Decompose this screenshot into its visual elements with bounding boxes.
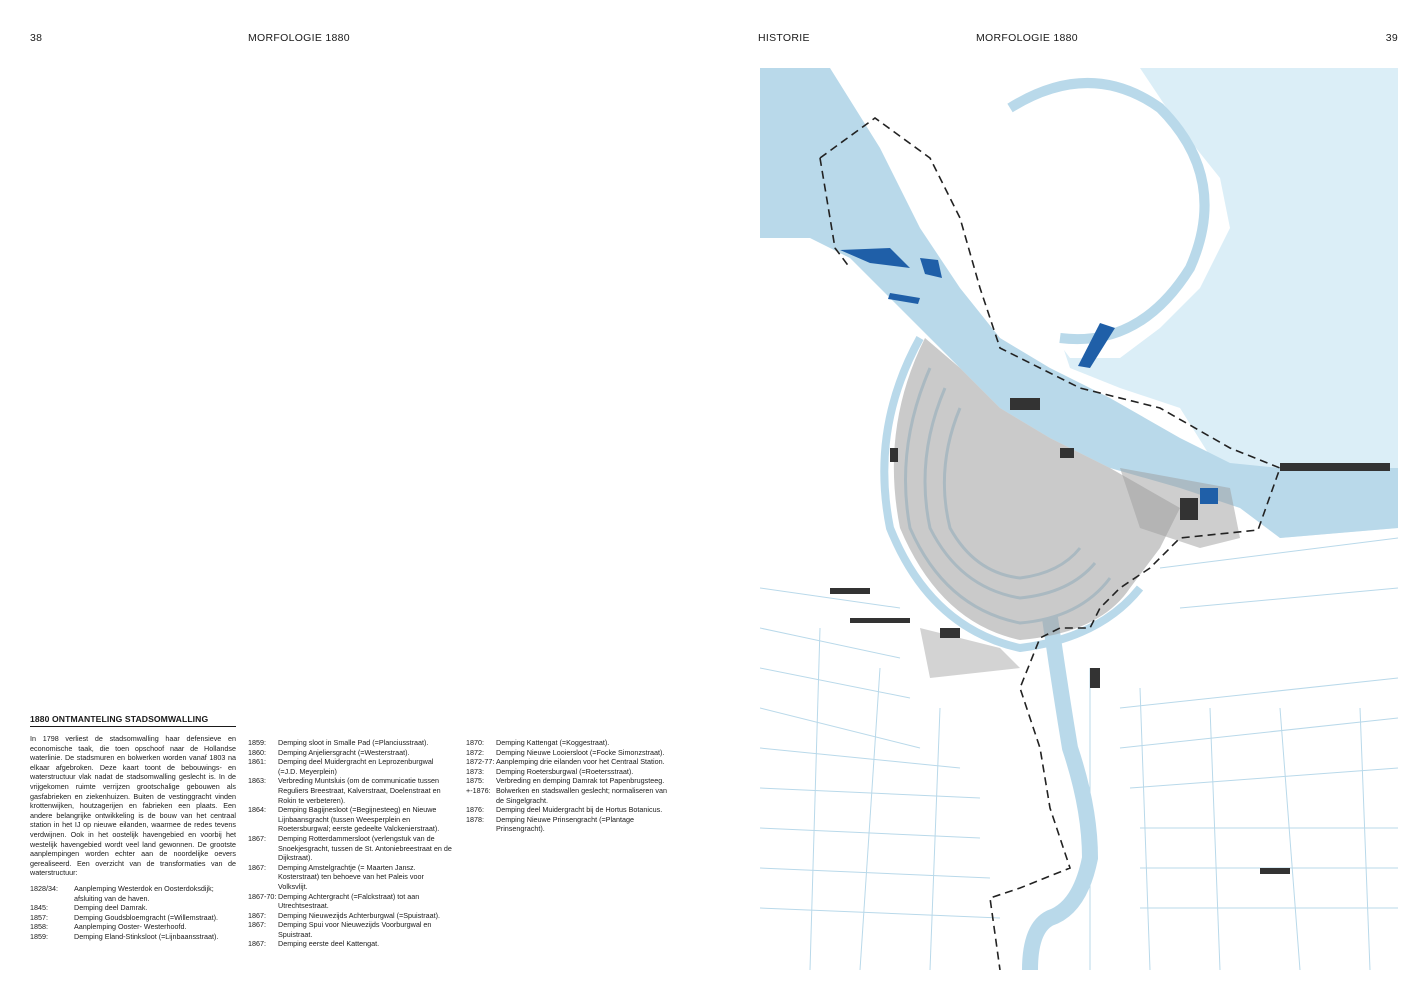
list-item	[30, 884, 236, 903]
list-item	[248, 920, 454, 939]
transformation-list-3	[466, 738, 672, 834]
entry-text: Demping deel Muidergracht en Leprozenburgwal (=J.D. Meyerplein)	[278, 757, 434, 776]
right-section-label: HISTORIE	[758, 32, 810, 44]
list-item	[248, 776, 454, 805]
entry-text: Demping Roetersburgwal (=Roetersstraat).	[496, 766, 634, 776]
list-item	[248, 939, 454, 949]
entry-text: Demping Nieuwe Looiersloot (=Focke Simonzstraat).	[496, 747, 665, 757]
entry-text: Demping Nieuwe Prinsengracht (=Plantage Prinsengracht).	[496, 814, 635, 834]
entry-year: +-1876:	[466, 785, 491, 795]
entry-year: 1845:	[30, 903, 48, 913]
entry-year: 1867:	[248, 920, 266, 930]
entry-text: Demping eerste deel Kattengat.	[278, 939, 380, 949]
entry-year: 1867:	[248, 910, 266, 920]
transformation-list-1	[30, 884, 236, 942]
entry-text: Demping Nieuwezijds Achterburgwal (=Spuistraat).	[278, 910, 440, 920]
left-running-title: MORFOLOGIE 1880	[248, 32, 350, 44]
entry-text: Demping Amstelgrachtje (= Maarten Jansz. Kosterstraat) ten behoeve van het Paleis voor Volksvlijt.	[278, 862, 424, 891]
entry-year: 1867:	[248, 939, 266, 949]
entry-year: 1878:	[466, 814, 484, 824]
list-item	[466, 786, 672, 805]
text-column-3	[466, 738, 672, 834]
entry-year: 1864:	[248, 805, 266, 815]
entry-text: Demping Goudsbloemgracht (=Willemstraat).	[74, 912, 219, 922]
entry-year: 1861:	[248, 757, 266, 767]
entry-year: 1857:	[30, 912, 48, 922]
entry-text: Demping Eland-Stinksloot (=Lijnbaansstraat).	[74, 931, 219, 941]
entry-year: 1867-70:	[248, 891, 277, 901]
right-page-number: 39	[1385, 32, 1398, 44]
entry-text: Aanplemping drie eilanden voor het Centraal Station.	[496, 757, 665, 767]
entry-text: Verbreding Muntsluis (om de communicatie tussen Reguliers Breestraat, Kalverstraat, Doelenstraat en Rokin te verbeteren).	[278, 776, 441, 805]
list-item	[248, 911, 454, 921]
entry-year: 1859:	[30, 931, 48, 941]
entry-year: 1875:	[466, 776, 484, 786]
text-column-2	[248, 738, 454, 949]
entry-year: 1867:	[248, 833, 266, 843]
morphology-map	[760, 68, 1398, 970]
entry-text: Aanplemping Westerdok en Oosterdoksdijk; afsluiting van de haven.	[74, 883, 214, 903]
entry-year: 1828/34:	[30, 883, 58, 893]
entry-year: 1859:	[248, 738, 266, 747]
entry-year: 1863:	[248, 776, 266, 786]
entry-year: 1873:	[466, 766, 484, 776]
map-canvas	[760, 68, 1398, 970]
entry-year: 1872:	[466, 747, 484, 757]
list-item	[248, 805, 454, 834]
list-item	[30, 922, 236, 932]
entry-year: 1870:	[466, 738, 484, 747]
list-item	[248, 738, 454, 748]
list-item	[248, 892, 454, 911]
list-item	[466, 776, 672, 786]
list-item	[466, 738, 672, 748]
entry-year: 1867:	[248, 862, 266, 872]
list-item	[248, 748, 454, 758]
section-heading: 1880 ONTMANTELING STADSOMWALLING	[30, 714, 236, 727]
entry-text: Demping Kattengat (=Koggestraat).	[496, 738, 610, 747]
entry-text: Demping sloot in Smalle Pad (=Planciusstraat).	[278, 738, 429, 747]
entry-text: Demping Spui voor Nieuwezijds Voorburgwal en Spuistraat.	[278, 920, 432, 939]
list-item	[30, 903, 236, 913]
entry-year: 1876:	[466, 805, 484, 815]
entry-year: 1872-77:	[466, 757, 495, 767]
entry-text: Demping Achtergracht (=Falckstraat) tot aan Utrechtsestraat.	[278, 891, 420, 911]
entry-year: 1860:	[248, 747, 266, 757]
list-item	[466, 757, 672, 767]
list-item	[30, 932, 236, 942]
entry-text: Demping deel Damrak.	[74, 903, 148, 913]
entry-text: Demping Rotterdammersloot (verlengstuk van de Snoekjesgracht, tussen de St. Antoniebreestraat en de Dijkstraat).	[278, 833, 452, 863]
list-item	[248, 834, 454, 863]
left-page-number: 38	[30, 32, 43, 44]
entry-text: Verbreding en demping Damrak tot Papenbrugsteeg.	[496, 776, 665, 786]
entry-text: Demping Anjeliersgracht (=Westerstraat).	[278, 747, 410, 757]
list-item	[466, 805, 672, 815]
list-item	[248, 863, 454, 892]
entry-text: Aanplemping Ooster- Westerhoofd.	[74, 922, 187, 932]
right-running-title: MORFOLOGIE 1880	[976, 32, 1078, 44]
list-item	[466, 748, 672, 758]
entry-year: 1858:	[30, 922, 48, 932]
list-item	[466, 767, 672, 777]
entry-text: Demping Bagijnesloot (=Begijnesteeg) en Nieuwe Lijnbaansgracht (tussen Weesperplein en Roetersburgwal; eerste gedeelte Valckenierstraat).	[278, 805, 440, 834]
entry-text: Demping deel Muidergracht bij de Hortus Botanicus.	[496, 805, 663, 815]
entry-text: Bolwerken en stadswallen geslecht; normaliseren van de Singelgracht.	[496, 785, 667, 805]
intro-paragraph: In 1798 verliest de stadsomwalling haar defensieve en economische taak, die toen opschoof naar de Hollandse waterlinie. De stadsmuren en bolwerken worden vanaf 1803 na elkaar afgebroken. Deze kaart toont de bebouwings- en waterstructuur vlak nadat de stadsomwalling geslecht is. In de vrijgekomen ruimte verrijzen grootschalige gebouwen als gasfabrieken en ziekenhuizen. Buiten de vestinggracht vinden krottenwijken, houtzagerijen en fabrieken een plaats. Een andere belangrijke ontwikkeling is de bouw van het centraal station in het IJ op nieuwe eilanden, waarmee de redes tevens verdwijnen. Ook in het oostelijk havengebied en voorbij het westelijk havengebied wordt veel land gewonnen. De grootste aanplempingen worden echter aan de noordelijke oevers gerealiseerd. Een overzicht van de transformaties van de waterstructuur:	[30, 734, 236, 878]
list-item	[466, 815, 672, 834]
text-column-1	[30, 734, 236, 941]
list-item	[30, 913, 236, 923]
list-item	[248, 757, 454, 776]
transformation-list-2	[248, 738, 454, 949]
